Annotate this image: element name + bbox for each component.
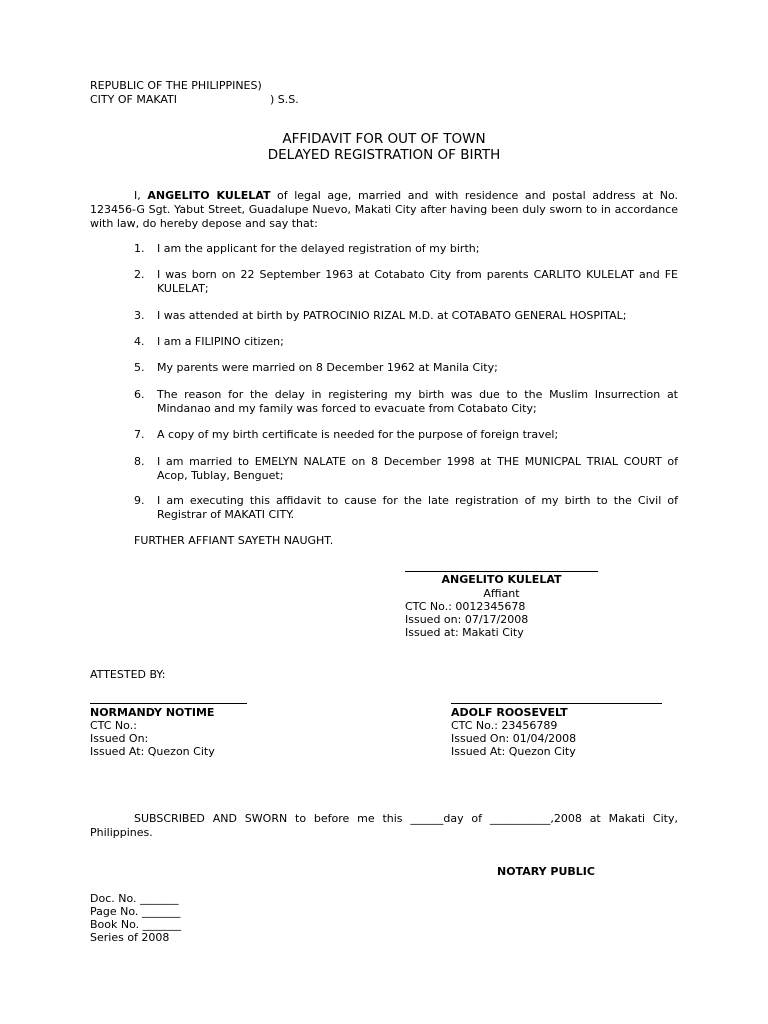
affiant-signature-line xyxy=(405,571,598,572)
item-text: My parents were married on 8 December 1962 at Manila City; xyxy=(157,361,498,374)
list-item xyxy=(134,309,678,323)
witness2-signature-line xyxy=(451,703,662,704)
affiant-issued-on: Issued on: 07/17/2008 xyxy=(405,613,529,626)
page-number: Page No. _______ xyxy=(90,905,181,918)
affiant-ctc: CTC No.: 0012345678 xyxy=(405,600,526,613)
notary-public-label: NOTARY PUBLIC xyxy=(497,865,595,878)
venue-republic: REPUBLIC OF THE PHILIPPINES) xyxy=(90,79,262,92)
item-number: 3. xyxy=(134,309,145,322)
item-text: I am the applicant for the delayed registration of my birth; xyxy=(157,242,480,255)
witness2-issued-at: Issued At: Quezon City xyxy=(451,745,576,758)
jurat-paragraph xyxy=(90,812,678,840)
venue-ss: ) S.S. xyxy=(270,93,299,106)
witness2-issued-on: Issued On: 01/04/2008 xyxy=(451,732,577,745)
witness1-name: NORMANDY NOTIME xyxy=(90,706,215,719)
attested-by-label: ATTESTED BY: xyxy=(90,668,166,681)
affiant-name: ANGELITO KULELAT xyxy=(441,573,562,586)
item-text: A copy of my birth certificate is needed for the purpose of foreign travel; xyxy=(157,428,559,441)
affiant-role: Affiant xyxy=(483,587,520,600)
item-text: I was born on 22 September 1963 at Cotabato City from parents CARLITO KULELAT and FE KULELAT; xyxy=(157,268,678,295)
witness2-name: ADOLF ROOSEVELT xyxy=(451,706,568,719)
doc-number: Doc. No. _______ xyxy=(90,892,179,905)
item-text: I am a FILIPINO citizen; xyxy=(157,335,284,348)
witness1-ctc: CTC No.: xyxy=(90,719,137,732)
intro-prefix: I, xyxy=(134,189,141,202)
item-number: 2. xyxy=(134,268,145,281)
witness2-ctc: CTC No.: 23456789 xyxy=(451,719,558,732)
item-number: 1. xyxy=(134,242,145,255)
item-number: 5. xyxy=(134,361,145,374)
item-text: I am married to EMELYN NALATE on 8 December 1998 at THE MUNICPAL TRIAL COURT of Acop, Tublay, Benguet; xyxy=(157,455,678,482)
document-title-line1: AFFIDAVIT FOR OUT OF TOWN xyxy=(282,131,486,147)
item-text: I was attended at birth by PATROCINIO RIZAL M.D. at COTABATO GENERAL HOSPITAL; xyxy=(157,309,627,322)
venue-city: CITY OF MAKATI xyxy=(90,93,178,106)
item-text: I am executing this affidavit to cause for the late registration of my birth to the Civil of Registrar of MAKATI CITY. xyxy=(157,494,678,521)
item-text: The reason for the delay in registering my birth was due to the Muslim Insurrection at Mindanao and my family was forced to evacuate from Cotabato City; xyxy=(157,388,678,415)
item-number: 8. xyxy=(134,455,145,468)
list-item xyxy=(134,494,678,522)
item-number: 4. xyxy=(134,335,145,348)
item-number: 9. xyxy=(134,494,145,507)
witness1-issued-at: Issued At: Quezon City xyxy=(90,745,215,758)
list-item xyxy=(134,335,678,349)
list-item xyxy=(134,455,678,483)
list-item xyxy=(134,242,678,256)
document-title-line2: DELAYED REGISTRATION OF BIRTH xyxy=(267,147,501,163)
witness1-signature-line xyxy=(90,703,247,704)
intro-paragraph xyxy=(90,189,678,231)
witness1-issued-on: Issued On: xyxy=(90,732,149,745)
affiant-issued-at: Issued at: Makati City xyxy=(405,626,524,639)
intro-text: of legal age, married and with residence and postal address at No. 123456-G Sgt. Yabut Street, Guadalupe Nuevo, Makati City after having been duly sworn to in accordance with law, do hereby depose and say that: xyxy=(90,189,679,230)
affiant-name-intro: ANGELITO KULELAT xyxy=(147,189,271,202)
further-affiant-statement: FURTHER AFFIANT SAYETH NAUGHT. xyxy=(134,534,334,547)
list-item xyxy=(134,428,678,442)
list-item xyxy=(134,388,678,416)
book-number: Book No. _______ xyxy=(90,918,182,931)
item-number: 6. xyxy=(134,388,145,401)
series-year: Series of 2008 xyxy=(90,931,170,944)
list-item xyxy=(134,268,678,296)
item-number: 7. xyxy=(134,428,145,441)
list-item xyxy=(134,361,678,375)
jurat-text: SUBSCRIBED AND SWORN to before me this ______day of ___________,2008 at Makati City, Philippines. xyxy=(90,812,678,839)
